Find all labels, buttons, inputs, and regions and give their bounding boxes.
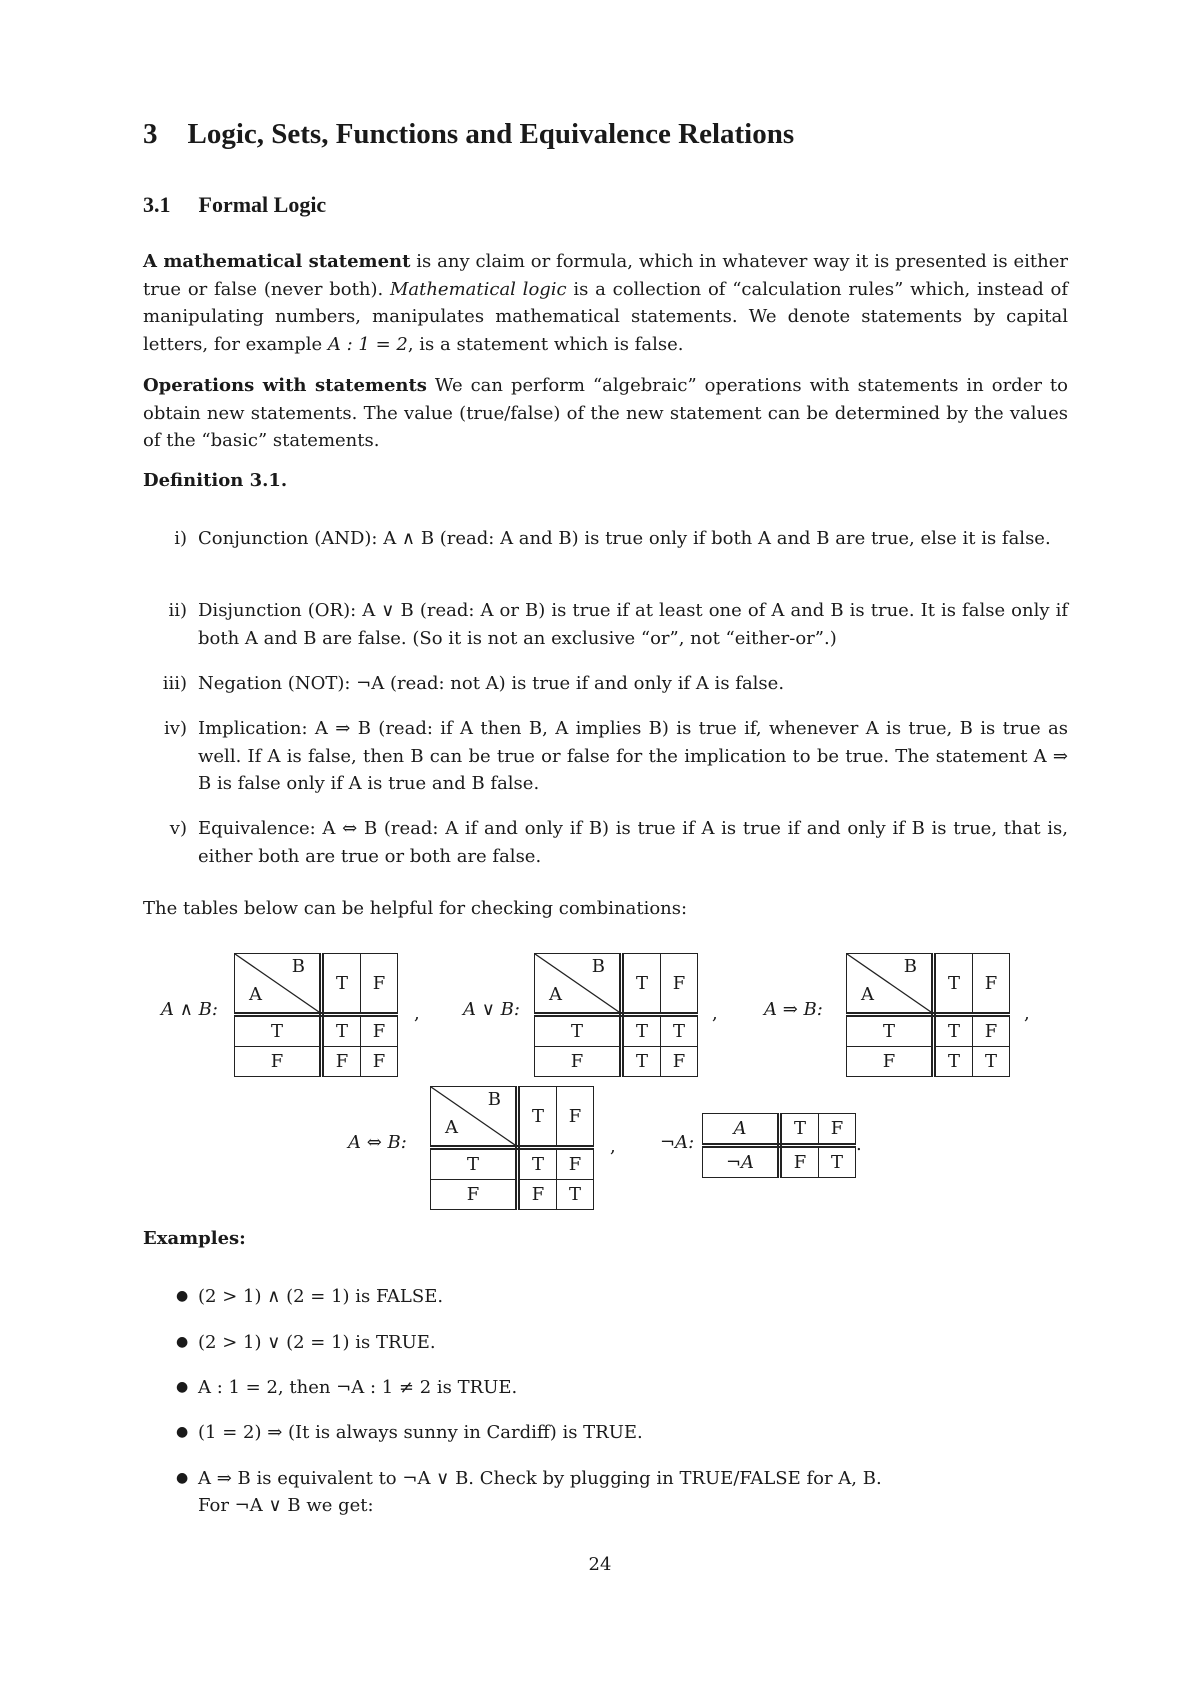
example-item xyxy=(176,1329,436,1357)
example-item xyxy=(176,1419,643,1447)
bullet-icon: ● xyxy=(176,1288,189,1304)
corner-b: B xyxy=(903,956,917,977)
table-cell: T xyxy=(518,1087,557,1148)
table-cell: F xyxy=(661,954,698,1015)
example-text: A ⇒ B is equivalent to ¬A ∨ B. Check by plugging in TRUE/FALSE for A, B. xyxy=(198,1468,882,1489)
page-number: 24 xyxy=(588,1554,612,1575)
tables-intro: The tables below can be helpful for checking combinations: xyxy=(143,898,688,919)
table-cell: F xyxy=(819,1114,856,1146)
subsection-heading xyxy=(143,192,326,218)
example-text: (1 = 2) ⇒ (It is always sunny in Cardiff) is TRUE. xyxy=(198,1422,643,1443)
table-cell: F xyxy=(780,1146,819,1178)
example-item xyxy=(176,1465,882,1493)
negation-table-label: ¬A: xyxy=(660,1132,695,1153)
table-cell: T xyxy=(557,1180,594,1210)
section-number: 3 xyxy=(143,118,158,150)
truth-table-and xyxy=(234,953,398,1077)
diagonal-line xyxy=(431,1087,515,1145)
section-title: Logic, Sets, Functions and Equivalence Relations xyxy=(187,118,795,150)
table-cell: T xyxy=(322,1015,361,1047)
table-cell: T xyxy=(847,1015,934,1047)
operations-paragraph xyxy=(143,372,1068,455)
example-text: (2 > 1) ∧ (2 = 1) is FALSE. xyxy=(198,1286,444,1307)
corner-a: A xyxy=(549,984,562,1005)
definition-title: Definition 3.1. xyxy=(143,470,288,491)
table-cell: T xyxy=(622,1015,661,1047)
section-heading xyxy=(143,118,794,151)
table-separator: . xyxy=(856,1134,862,1155)
corner-b: B xyxy=(487,1089,501,1110)
operations-term: Operations with statements xyxy=(143,375,427,396)
example-text: (2 > 1) ∨ (2 = 1) is TRUE. xyxy=(198,1332,436,1353)
table-cell: T xyxy=(535,1015,622,1047)
table-corner xyxy=(235,954,322,1015)
definition-text: Equivalence: A ⇔ B (read: A if and only if B) is true if A is true if and only if B is true, that is, either both are true or both are false. xyxy=(198,818,1068,867)
table-cell: F xyxy=(973,954,1010,1015)
intro-paragraph xyxy=(143,248,1068,358)
table-cell: T xyxy=(235,1015,322,1047)
table-cell: F xyxy=(847,1047,934,1077)
examples-title: Examples: xyxy=(143,1228,246,1249)
table-cell: F xyxy=(361,1047,398,1077)
intro-example: A : 1 = 2 xyxy=(327,333,408,355)
intro-text-1: is any claim or formula, which in whatever way it is presented is either true or false (never both). xyxy=(143,251,1068,300)
table-cell: T xyxy=(934,954,973,1015)
table-corner xyxy=(847,954,934,1015)
definition-item xyxy=(162,670,1068,698)
truth-table-or xyxy=(534,953,698,1077)
definition-item xyxy=(164,715,1068,798)
definition-marker: ii) xyxy=(168,600,187,621)
corner-b: B xyxy=(591,956,605,977)
table-cell: F xyxy=(535,1047,622,1077)
intro-term: A mathematical statement xyxy=(143,251,411,272)
table-cell: F xyxy=(973,1015,1010,1047)
example-continuation: For ¬A ∨ B we get: xyxy=(198,1495,374,1516)
bullet-icon: ● xyxy=(176,1334,189,1350)
table-cell: F xyxy=(235,1047,322,1077)
diagonal-line xyxy=(235,954,319,1012)
table-cell: F xyxy=(431,1180,518,1210)
table-cell: T xyxy=(934,1047,973,1077)
table-cell: T xyxy=(322,954,361,1015)
table-cell: T xyxy=(518,1148,557,1180)
table-corner xyxy=(535,954,622,1015)
table-separator: , xyxy=(712,1003,718,1024)
table-cell: F xyxy=(557,1087,594,1148)
definition-text: Negation (NOT): ¬A (read: not A) is true if and only if A is false. xyxy=(198,673,785,694)
table-cell: F xyxy=(361,1015,398,1047)
bullet-icon: ● xyxy=(176,1424,189,1440)
table-separator: , xyxy=(610,1136,616,1157)
corner-b: B xyxy=(291,956,305,977)
table-cell: T xyxy=(934,1015,973,1047)
definition-marker: iv) xyxy=(164,718,187,739)
truth-table-label: A ⇒ B: xyxy=(764,999,823,1020)
intro-text-2: is a collection of “calculation rules” which, instead of manipulating numbers, manipulates mathematical statements. We denote statements by capital letters, for example xyxy=(143,278,1068,355)
table-cell: T xyxy=(780,1114,819,1146)
table-cell: F xyxy=(322,1047,361,1077)
table-cell: F xyxy=(557,1148,594,1180)
definition-item xyxy=(169,815,1068,870)
truth-table-implies xyxy=(846,953,1010,1077)
bullet-icon: ● xyxy=(176,1379,189,1395)
corner-a: A xyxy=(861,984,874,1005)
table-cell: T xyxy=(973,1047,1010,1077)
table-separator: , xyxy=(414,1003,420,1024)
truth-table-label: A ∨ B: xyxy=(463,999,520,1020)
table-cell: F xyxy=(518,1180,557,1210)
example-text: A : 1 = 2, then ¬A : 1 ≠ 2 is TRUE. xyxy=(198,1377,518,1398)
truth-table-label: A ⇔ B: xyxy=(348,1132,407,1153)
definition-marker: iii) xyxy=(162,673,187,694)
table-cell: T xyxy=(661,1015,698,1047)
definition-item xyxy=(168,597,1068,652)
subsection-number: 3.1 xyxy=(143,192,171,217)
operations-text: We can perform “algebraic” operations with statements in order to obtain new statements. The value (true/false) of the new statement can be determined by the values of the “basic” statements. xyxy=(143,375,1069,451)
example-item xyxy=(176,1283,444,1311)
diagonal-line xyxy=(847,954,931,1012)
intro-text-3: , is a statement which is false. xyxy=(407,333,684,355)
definition-marker: i) xyxy=(174,528,187,549)
truth-table-iff xyxy=(430,1086,594,1210)
truth-table-label: A ∧ B: xyxy=(161,999,218,1020)
bullet-icon: ● xyxy=(176,1470,189,1486)
definition-text: Conjunction (AND): A ∧ B (read: A and B) is true only if both A and B are true, else it is false. xyxy=(198,528,1051,549)
table-separator: , xyxy=(1024,1003,1030,1024)
table-cell: ¬A xyxy=(703,1146,780,1178)
definition-text: Disjunction (OR): A ∨ B (read: A or B) is true if at least one of A and B is true. It is false only if both A and B are false. (So it is not an exclusive “or”, not “either-or”.) xyxy=(198,600,1068,649)
table-cell: A xyxy=(703,1114,780,1146)
table-corner xyxy=(431,1087,518,1148)
definition-item xyxy=(174,525,1068,553)
table-cell: F xyxy=(361,954,398,1015)
definition-marker: v) xyxy=(169,818,187,839)
intro-emphasis: Mathematical logic xyxy=(389,278,567,300)
table-cell: F xyxy=(661,1047,698,1077)
corner-a: A xyxy=(249,984,262,1005)
table-cell: T xyxy=(819,1146,856,1178)
diagonal-line xyxy=(535,954,619,1012)
example-item xyxy=(176,1374,518,1402)
table-cell: T xyxy=(622,1047,661,1077)
truth-table-not xyxy=(702,1113,856,1178)
corner-a: A xyxy=(445,1117,458,1138)
definition-text: Implication: A ⇒ B (read: if A then B, A implies B) is true if, whenever A is true, B is true as well. If A is false, then B can be true or false for the implication to be true. The statement A ⇒ B is false only if A is true and B false. xyxy=(198,718,1068,794)
table-cell: T xyxy=(431,1148,518,1180)
subsection-title: Formal Logic xyxy=(198,192,327,217)
table-cell: T xyxy=(622,954,661,1015)
